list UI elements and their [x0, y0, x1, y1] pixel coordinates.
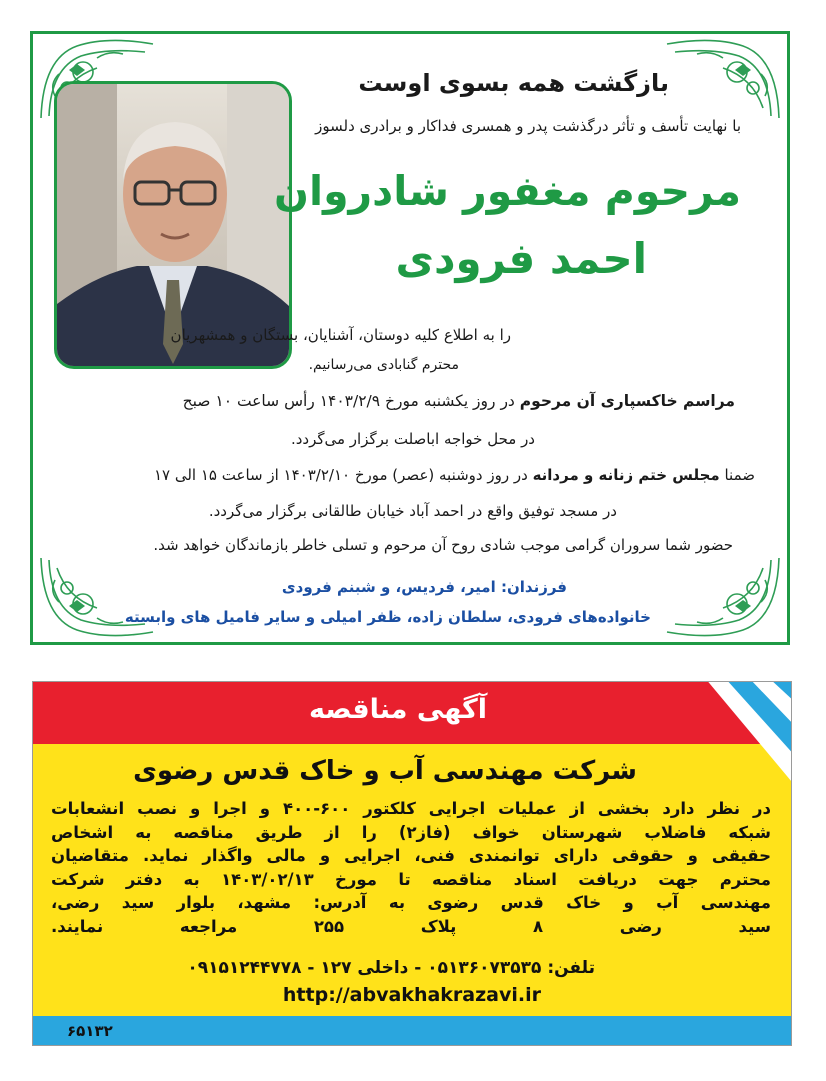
tender-body-line: حقیقی و حقوقی دارای توانمندی فنی، اجرایی و مالی واگذار نماید. متقاضیان — [51, 846, 771, 865]
tender-body-line: شبکه فاضلاب شهرستان خواف (فاز۲) را از طریق مناقصه به اشخاص — [51, 822, 771, 842]
memorial-line-2: در مسجد توفیق واقع در احمد آباد خیابان طالقانی برگزار می‌گردد. — [208, 502, 617, 520]
families-signature: خانواده‌های فرودی، سلطان زاده، ظفر امیلی و سایر فامیل های وابسته — [124, 608, 651, 626]
diagonal-stripes-icon — [705, 681, 792, 788]
tender-advertisement — [32, 681, 792, 1046]
presence-text: حضور شما سروران گرامی موجب شادی روح آن مرحوم و تسلی خاطر بازماندگان خواهد شد. — [153, 536, 733, 554]
obituary-notice — [30, 31, 790, 645]
tender-body-line: سید رضی ۸ پلاک ۲۵۵ مراجعه نمایند. — [51, 916, 771, 936]
tender-body — [51, 797, 771, 938]
corner-ornament-icon — [663, 38, 783, 123]
tender-body-line: مهندسی آب و خاک قدس رضوی به آدرس: مشهد، بلوار سید رضی، — [51, 893, 771, 912]
phone-numbers: تلفن: ۰۵۱۳۶۰۷۳۵۳۵ - داخلی ۱۲۷ - ۰۹۱۵۱۲۴۴۷۷۸ — [187, 958, 595, 978]
intro-text: با نهایت تأسف و تأثر درگذشت پدر و همسری فداکار و برادری دلسوز — [315, 117, 741, 135]
memorial-detail: در روز دوشنبه (عصر) مورخ ۱۴۰۳/۲/۱۰ از ساعت ۱۵ الی ۱۷ — [153, 466, 533, 484]
ceremony-bold: مراسم خاکسپاری آن مرحوم — [519, 392, 735, 410]
corner-ornament-icon — [663, 553, 783, 638]
ceremony-line-2: در محل خواجه اباصلت برگزار می‌گردد. — [290, 430, 535, 448]
tender-title: آگهی مناقصه — [308, 694, 487, 725]
heading: بازگشت همه بسوی اوست — [358, 69, 669, 97]
inform-line-2: محترم گنابادی می‌رسانیم. — [308, 357, 459, 373]
website-link[interactable]: http://abvakhakrazavi.ir — [282, 984, 541, 1006]
ad-code: ۶۵۱۳۲ — [67, 1022, 113, 1040]
tender-header — [33, 682, 792, 744]
company-name: شرکت مهندسی آب و خاک قدس رضوی — [133, 756, 637, 786]
ceremony-detail: در روز یکشنبه مورخ ۱۴۰۳/۲/۹ رأس ساعت ۱۰ صبح — [182, 392, 520, 410]
ceremony-line-1 — [183, 392, 735, 410]
memorial-bold: مجلس ختم زنانه و مردانه — [532, 466, 720, 484]
deceased-title: مرحوم مغفور شادروان — [274, 167, 741, 215]
deceased-name: احمد فرودی — [395, 234, 647, 283]
children-signature: فرزندان: امیر، فردیس، و شبنم فرودی — [281, 578, 567, 596]
inform-line-1: را به اطلاع کلیه دوستان، آشنایان، بستگان و همشهریان — [170, 326, 511, 344]
memorial-line-1 — [154, 466, 755, 484]
memorial-prefix: ضمنا — [719, 466, 755, 484]
tender-body-line: در نظر دارد بخشی از عملیات اجرایی کلکتور ۶۰۰-۴۰۰ و اجرا و نصب انشعابات — [51, 799, 771, 818]
tender-footer — [33, 1016, 792, 1046]
portrait-illustration — [57, 84, 289, 366]
tender-body-line: محترم جهت دریافت اسناد مناقصه تا مورخ ۱۴۰۳/۰۲/۱۳ به دفتر شرکت — [51, 869, 771, 889]
